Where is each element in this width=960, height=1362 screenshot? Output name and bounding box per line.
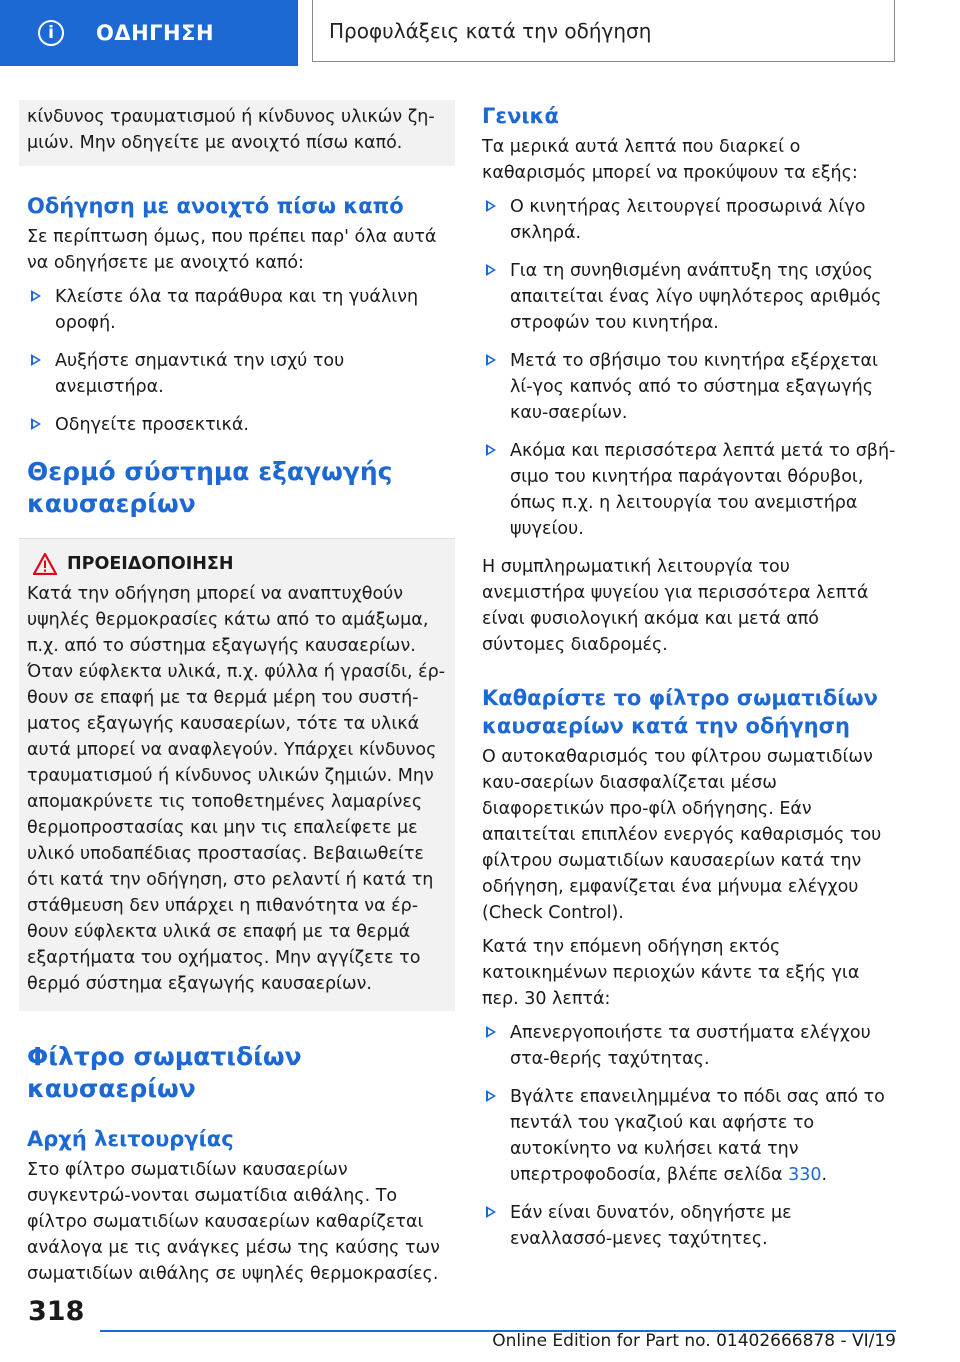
heading-particulate-filter: Φίλτρο σωματιδίων καυσαερίων (27, 1042, 302, 1103)
page-header (0, 0, 960, 66)
bullet-triangle-icon (486, 354, 496, 366)
chapter-title-box (312, 0, 895, 62)
bullet-list-clean (482, 1020, 897, 1252)
para-general: Τα μερικά αυτά λεπτά που διαρκεί ο καθαρισμός μπορεί να προκύψουν τα εξής: (482, 137, 858, 183)
list-item (27, 284, 447, 336)
list-item (482, 1200, 897, 1252)
list-item-end: . (821, 1165, 828, 1185)
bullet-triangle-icon (486, 1026, 496, 1038)
warning-box (19, 538, 455, 1011)
warning-text: Κατά την οδήγηση μπορεί να αναπτυχθούν υψηλές θερμοκρασίες κάτω από το αμάξωμα, π.χ. από το σύστημα εξαγωγής καυσαερίων. Όταν εύφλεκτα υλικά, π.χ. φύλλα ή γρασίδι, έρ-θουν σε επαφή με τα θερμά μέρη του συστή-ματος εξαγωγής καυσαερίων, τότε τα υλικά αυτά μπορεί να αναφλεγούν. Υπάρχει κίνδυνος τραυματισμού ή κίνδυνος υλικών ζημιών. Μην απομακρύνετε τις τοποθετημένες λαμαρίνες θερμοπροστασίας και μην τις επαλείφετε με υλικό υποδαπέδιας προστασίας. Βεβαιωθείτε ότι κατά την οδήγηση, στο ρελαντί ή κατά τη στάθμευση δεν υπάρχει η πιθανότητα να έρ-θουν εύφλεκτα υλικά σε επαφή με τα θερμά εξαρτήματα του οχήματος. Μην αγγίζετε το θερμό σύστημα εξαγωγής καυσαερίων. (27, 584, 446, 994)
heading-exhaust: Θερμό σύστημα εξαγωγής καυσαερίων (27, 457, 393, 518)
list-item (482, 1084, 897, 1188)
heading-general: Γενικά (482, 104, 559, 128)
list-item-text: Μετά το σβήσιμο του κινητήρα εξέρχεται λί-γος καπνός από το σύστημα εξαγωγής καυ-σαερίων. (510, 351, 878, 423)
list-item-text: Κλείστε όλα τα παράθυρα και τη γυάλινη οροφή. (55, 287, 419, 333)
list-item (27, 412, 447, 438)
list-item-text: Οδηγείτε προσεκτικά. (55, 415, 249, 435)
list-item (482, 258, 897, 336)
chapter-title: Προφυλάξεις κατά την οδήγηση (329, 18, 652, 43)
list-item (482, 348, 897, 426)
list-item (482, 1020, 897, 1072)
section-tab[interactable] (0, 0, 298, 66)
footer-edition: Online Edition for Part no. 01402666878 - VI/19 (492, 1331, 896, 1351)
bullet-triangle-icon (31, 354, 41, 366)
warning-triangle-icon (33, 553, 57, 575)
bullet-triangle-icon (486, 1090, 496, 1102)
list-item-text: Αυξήστε σημαντικά την ισχύ του ανεμιστήρα. (55, 351, 345, 397)
heading-clean-filter: Καθαρίστε το φίλτρο σωματιδίων καυσαερίων κατά την οδήγηση (482, 686, 878, 738)
page-number: 318 (28, 1296, 85, 1327)
para-clean-1: Ο αυτοκαθαρισμός του φίλτρου σωματιδίων καυ-σαερίων διασφαλίζεται μέσω διαφορετικών προ-φίλ οδήγησης. Εάν απαιτείται επιπλέον ενεργός καθαρισμός του φίλτρου σωματιδίων καυσαερίων κατά την οδήγηση, εμφανίζεται ένα μήνυμα ελέγχου (Check Control). (482, 747, 882, 923)
list-item-text: Απενεργοποιήστε τα συστήματα ελέγχου στα-θερής ταχύτητας. (510, 1023, 871, 1069)
bullet-triangle-icon (486, 444, 496, 456)
list-item-text: Για τη συνηθισμένη ανάπτυξη της ισχύος απαιτείται ένας λίγο υψηλότερος αριθμός στροφών του κινητήρα. (510, 261, 882, 333)
info-icon: i (38, 20, 64, 46)
bullet-triangle-icon (486, 200, 496, 212)
heading-open-hood: Οδήγηση με ανοιχτό πίσω καπό (27, 194, 404, 218)
continued-warning-text: κίνδυνος τραυματισμού ή κίνδυνος υλικών ζη-μιών. Μην οδηγείτε με ανοιχτό πίσω καπό. (27, 107, 435, 153)
list-item-text: Ακόμα και περισσότερα λεπτά μετά το σβή-σιμο του κινητήρα παράγονται θόρυβοι, όπως π.χ. η λειτουργία του ανεμιστήρα ψυγείου. (510, 441, 896, 539)
para-open-hood: Σε περίπτωση όμως, που πρέπει παρ' όλα αυτά να οδηγήσετε με ανοιχτό καπό: (27, 227, 437, 273)
bullet-list-open-hood (27, 284, 447, 438)
list-item-text: Ο κινητήρας λειτουργεί προσωρινά λίγο σκληρά. (510, 197, 866, 243)
section-title: ΟΔΗΓΗΣΗ (96, 21, 215, 45)
bullet-list-general (482, 194, 897, 542)
list-item-text: Εάν είναι δυνατόν, οδηγήστε με εναλλασσό-μενες ταχύτητες. (510, 1203, 792, 1249)
right-column (482, 102, 897, 1264)
list-item (482, 194, 897, 246)
bullet-triangle-icon (486, 264, 496, 276)
heading-principle: Αρχή λειτουργίας (27, 1127, 234, 1151)
continued-warning-box (19, 100, 455, 166)
list-item-text: Βγάλτε επανειλημμένα το πόδι σας από το πεντάλ του γκαζιού και αφήστε το αυτοκίνητο να κυλήσει κατά την υπερτροφοδοσία, βλέπε σελίδα (510, 1087, 885, 1185)
left-column (27, 100, 447, 1295)
bullet-triangle-icon (31, 418, 41, 430)
bullet-triangle-icon (486, 1206, 496, 1218)
para-fan: Η συμπληρωματική λειτουργία του ανεμιστήρα ψυγείου για περισσότερα λεπτά είναι φυσιολογική ακόμα και μετά από σύντομες διαδρομές. (482, 557, 869, 655)
warning-header (27, 551, 447, 577)
page-link-330[interactable]: 330 (788, 1165, 822, 1185)
warning-title: ΠΡΟΕΙΔΟΠΟΙΗΣΗ (67, 554, 234, 574)
bullet-triangle-icon (31, 290, 41, 302)
para-clean-2: Κατά την επόμενη οδήγηση εκτός κατοικημένων περιοχών κάντε τα εξής για περ. 30 λεπτά: (482, 937, 860, 1009)
para-principle: Στο φίλτρο σωματιδίων καυσαερίων συγκεντρώ-νονται σωματίδια αιθάλης. Το φίλτρο σωματιδίων καυσαερίων καθαρίζεται ανάλογα με τις ανάγκες μέσω της καύσης των σωματιδίων αιθάλης σε υψηλές θερμοκρασίες. (27, 1160, 440, 1284)
list-item (482, 438, 897, 542)
list-item (27, 348, 447, 400)
